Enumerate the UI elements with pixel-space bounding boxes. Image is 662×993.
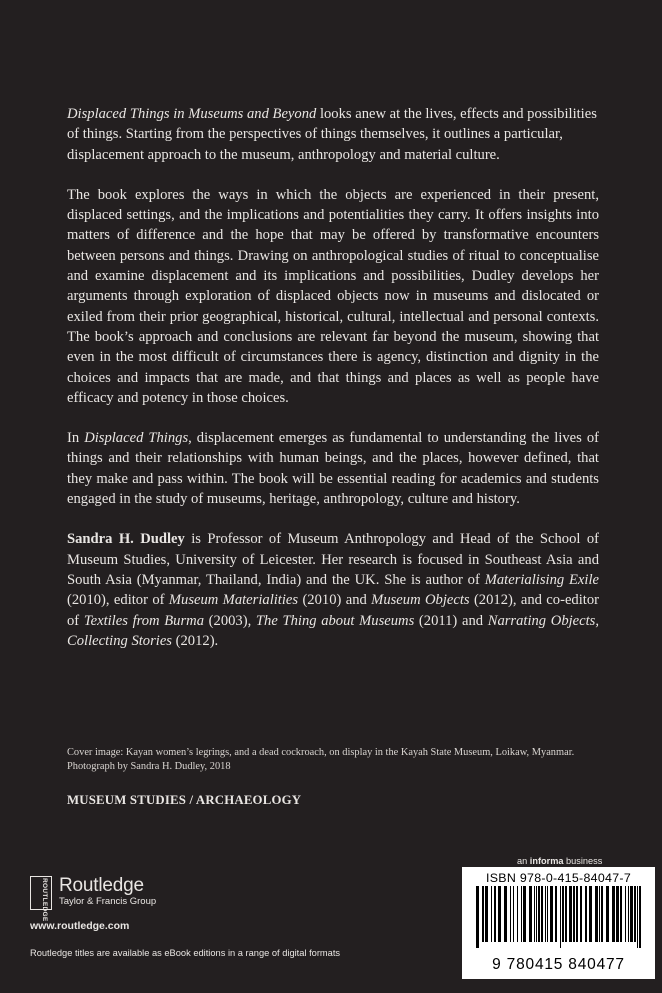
barcode-bar <box>595 886 598 942</box>
back-cover-blurb <box>67 104 599 671</box>
barcode-bar <box>547 886 548 942</box>
cover-image-caption: Cover image: Kayan women’s legrings, and a dead cockroach, on display in the Kayah State Museum, Loikaw, Myanmar. Photograph by Sandra H. Dudley, 2018 <box>67 747 575 772</box>
barcode-bar <box>476 886 479 948</box>
barcode-bar <box>523 886 526 942</box>
author-bio: Sandra H. Dudley is Professor of Museum Anthropology and Head of the School of Museum Studies, University of Leicester. Her research is focused in Southeast Asia and South Asia (Myanmar, Thailand, India) and the UK. She is author of Materialising Exile (2010), editor of Museum Materialities (2010) and Museum Objects (2012), and co-editor of Textiles from Burma (2003), The Thing about Museums (2011) and Narrating Objects, Collecting Stories (2012). <box>67 531 600 649</box>
barcode-bar <box>628 886 629 942</box>
barcode-bar <box>599 886 600 942</box>
author-name: Sandra H. Dudley <box>67 531 185 548</box>
barcode-bar <box>560 886 561 948</box>
barcode-bar <box>550 886 553 942</box>
barcode-bar <box>517 886 518 942</box>
barcode-bar <box>639 886 641 948</box>
ebook-note: Routledge titles are available as eBook editions in a range of digital formats <box>30 948 341 958</box>
informa-tagline: an informa business <box>517 856 603 866</box>
barcode-bar <box>510 886 511 942</box>
barcode-bar <box>562 886 564 942</box>
publisher-name: Routledge <box>59 875 144 896</box>
barcode-bar <box>536 886 537 942</box>
barcode-bar <box>634 886 636 942</box>
barcode-bar <box>538 886 540 942</box>
barcode-bar <box>513 886 514 942</box>
barcode-bar <box>545 886 546 942</box>
barcode-bar <box>555 886 557 942</box>
barcode-bar <box>630 886 633 942</box>
barcode-bar <box>529 886 532 942</box>
routledge-mark-icon: ROUTLEDGE <box>30 876 52 910</box>
publisher-group: Taylor & Francis Group <box>59 896 157 907</box>
routledge-logo <box>30 875 157 922</box>
barcode-bar <box>606 886 609 942</box>
barcode-bar <box>569 886 572 942</box>
blurb-paragraph-2: The book explores the ways in which the objects are experienced in their present, displaced settings, and the implications and potentialities they carry. It offers insights into matters of difference and the hope that may be offered by transformative encounters between persons and things. Drawing on anthropological studies of ritual to conceptualise and examine displacement and its implications and possibilities, Dudley develops her arguments through exploration of displaced objects now in museums and dislocated or exiled from their prior geographical, historical, cultural, intellectual and personal contexts. The book’s approach and conclusions are relevant far beyond the museum, showing that even in the most difficult of circumstances there is agency, distinction and dignity in the choices and impacts that are made, and that things and places as well as people have efficacy and potency in those choices. <box>67 186 599 406</box>
blurb-paragraph-1: Displaced Things in Museums and Beyond looks anew at the lives, effects and possibilities of things. Starting from the perspectives of things themselves, it outlines a particular, displacement approach to the museum, anthropology and material culture. <box>67 106 597 163</box>
barcode-icon <box>472 886 645 948</box>
barcode-bar <box>585 886 587 942</box>
barcode-bar <box>589 886 592 942</box>
subject-category: MUSEUM STUDIES / ARCHAEOLOGY <box>67 793 302 807</box>
barcode-bar <box>576 886 578 942</box>
publisher-url: www.routledge.com <box>30 920 130 932</box>
barcode-bar <box>498 886 501 942</box>
barcode-bar <box>620 886 622 942</box>
barcode-bar <box>491 886 492 942</box>
barcode-bar <box>494 886 496 942</box>
barcode-bar <box>504 886 507 942</box>
book-title: Displaced Things in Museums and Beyond <box>67 106 317 122</box>
barcode-bar <box>485 886 488 942</box>
isbn-text: ISBN 978-0-415-84047-7 <box>485 871 632 885</box>
barcode-bar <box>580 886 582 942</box>
barcode-digits: 9 780415 840477 <box>492 956 625 973</box>
barcode-bar <box>573 886 575 942</box>
barcode-bar <box>616 886 619 942</box>
barcode-bar <box>534 886 535 942</box>
barcode-bar <box>482 886 484 942</box>
barcode-bar <box>521 886 522 942</box>
barcode-panel <box>462 867 655 979</box>
barcode-bar <box>612 886 615 942</box>
blurb-paragraph-3: In Displaced Things, displacement emerges as fundamental to understanding the lives of things and their relationships with human beings, and the places, however defined, that they make and pass within. The book will be essential reading for academics and students engaged in the study of museums, heritage, anthropology, culture and history. <box>67 430 600 508</box>
barcode-bar <box>637 886 638 948</box>
barcode-bar <box>565 886 567 942</box>
barcode-bar <box>541 886 543 942</box>
barcode-bar <box>601 886 603 942</box>
barcode-bar <box>625 886 626 942</box>
